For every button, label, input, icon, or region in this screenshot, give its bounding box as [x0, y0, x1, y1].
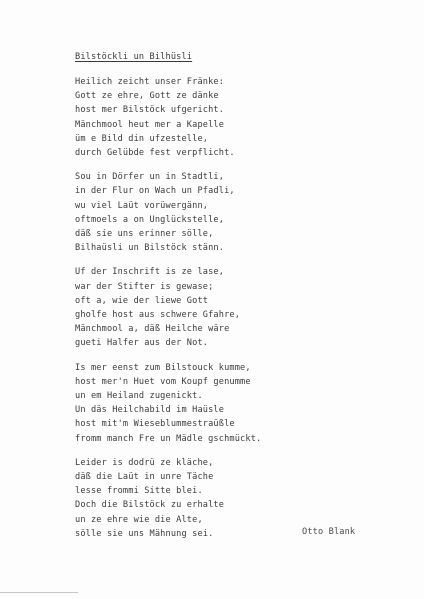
poem-line: war der Stifter is gewase; [75, 281, 214, 292]
poem-line: Bilhaüsli un Bilstöck stänn. [75, 243, 225, 254]
poem-line: Mänchmool heut mer a Kapelle [75, 119, 225, 130]
poem-line: host mer Bilstöck ufgericht. [75, 105, 225, 116]
poem-line: Un däs Heilchabild im Haüsle [75, 405, 225, 416]
poem-line: oft a, wie der liewe Gott [75, 295, 209, 306]
poem-line: Gott ze ehre, Gott ze dänke [75, 91, 219, 102]
poem-line: Heilich zeicht unser Fränke: [75, 77, 225, 87]
author-signature: Otto Blank [302, 527, 356, 537]
poem-line: Is mer eenst zum Bilstouck kumme, [75, 362, 251, 373]
poem-line: üm e Bild din ufzestelle, [75, 133, 209, 144]
poem-line: lesse frommi Sitte blei. [75, 486, 203, 497]
stanza-3 [75, 265, 375, 350]
poem-line: oftmoels a on Unglückstelle, [75, 214, 225, 225]
poem-line: gholfe host aus schwere Gfahre, [75, 310, 241, 321]
poem-line: un em Heiland zugenickt. [75, 391, 203, 402]
poem-line: Doch die Bilstöck zu erhalte [75, 500, 225, 511]
poem-line: durch Gelübde fest verpflicht. [75, 148, 235, 159]
stanza-4 [75, 361, 375, 446]
poem-line: Uf der Inschrift is ze lase, [75, 267, 225, 278]
poem-line: gueti Halfer aus der Not. [75, 338, 209, 349]
poem-line: in der Flur on Wach un Pfadli, [75, 186, 235, 197]
poem-line: Leider is dodrü ze kläche, [75, 457, 214, 468]
poem-line: un ze ehre wie die Alte, [75, 514, 203, 525]
poem-line: wu viel Laüt vorüwergänn, [75, 200, 209, 211]
poem-line: sölle sie uns Mähnung sei. [75, 528, 214, 539]
poem-line: host mer'n Huet vom Koupf genumme [75, 376, 251, 387]
poem-body [75, 75, 375, 551]
poem-line: fromm manch Fre un Mädle gschmückt. [75, 433, 262, 444]
poem-line: host mit'm Wieseblummestraüßle [75, 419, 235, 430]
poem-line: Mänchmool a, däß Heilche wäre [75, 324, 230, 335]
poem-line: däß die Laüt in unre Täche [75, 472, 214, 483]
poem-line: däß sie uns erinner sölle, [75, 229, 214, 240]
poem-title: Bilstöckli un Bilhüsli [75, 52, 193, 62]
stanza-2 [75, 170, 375, 255]
stanza-1 [75, 75, 375, 160]
poem-line: Sou in Dörfer un in Stadtli, [75, 172, 225, 183]
footer-rule [0, 592, 78, 593]
